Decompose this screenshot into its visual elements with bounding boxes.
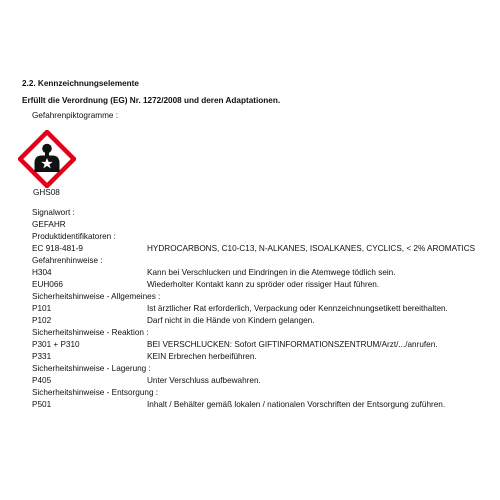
- statement-row: [32, 304, 500, 316]
- hazard-statements-label: Gefahrenhinweise :: [32, 256, 103, 265]
- statement-text: HYDROCARBONS, C10-C13, N-ALKANES, ISOALKANES, CYCLICS, < 2% AROMATICS: [147, 244, 476, 253]
- statement-row: [32, 280, 500, 292]
- statement-code: P331: [32, 352, 52, 361]
- statement-code: P501: [32, 400, 52, 409]
- statement-text: BEI VERSCHLUCKEN: Sofort GIFTINFORMATIONSZENTRUM/Arzt/.../anrufen.: [147, 340, 438, 349]
- precaution-response-label: Sicherheitshinweise - Reaktion :: [32, 328, 149, 337]
- statement-code: P101: [32, 304, 52, 313]
- statement-code: H304: [32, 268, 52, 277]
- statement-code: P102: [32, 316, 52, 325]
- pictograms-label: Gefahrenpiktogramme :: [32, 111, 119, 120]
- statement-text: Ist ärztlicher Rat erforderlich, Verpackung oder Kennzeichnungsetikett bereithalten.: [147, 304, 448, 313]
- section-number-title: 2.2. Kennzeichnungselemente: [22, 79, 139, 88]
- signal-word-value: GEFAHR: [32, 220, 66, 229]
- statement-row: [32, 316, 500, 328]
- statement-row: [32, 352, 500, 364]
- statement-row: [32, 268, 500, 280]
- statement-text: Kann bei Verschlucken und Eindringen in die Atemwege tödlich sein.: [147, 268, 396, 277]
- statement-text: Inhalt / Behälter gemäß lokalen / nationalen Vorschriften der Entsorgung zuführen.: [147, 400, 446, 409]
- product-identifiers-label: Produktidentifikatoren :: [32, 232, 116, 241]
- statement-text: KEIN Erbrechen herbeiführen.: [147, 352, 257, 361]
- signal-word-label: Signalwort :: [32, 208, 75, 217]
- precaution-storage-label: Sicherheitshinweise - Lagerung :: [32, 364, 151, 373]
- statement-row: [32, 376, 500, 388]
- statement-text: Wiederholter Kontakt kann zu spröder oder rissiger Haut führen.: [147, 280, 380, 289]
- statement-row: [32, 244, 500, 256]
- statement-row: [32, 400, 500, 412]
- pictogram-code: GHS08: [33, 188, 60, 197]
- statement-text: Darf nicht in die Hände von Kindern gelangen.: [147, 316, 315, 325]
- ghs08-health-hazard-icon: [18, 130, 76, 188]
- statement-code: EUH066: [32, 280, 63, 289]
- statement-code: P301 + P310: [32, 340, 80, 349]
- section-subtitle: Erfüllt die Verordnung (EG) Nr. 1272/2008 und deren Adaptationen.: [22, 96, 281, 105]
- statement-text: Unter Verschluss aufbewahren.: [147, 376, 261, 385]
- statement-code: P405: [32, 376, 52, 385]
- statement-code: EC 918-481-9: [32, 244, 83, 253]
- precaution-general-label: Sicherheitshinweise - Allgemeines :: [32, 292, 161, 301]
- statement-row: [32, 340, 500, 352]
- precaution-disposal-label: Sicherheitshinweise - Entsorgung :: [32, 388, 159, 397]
